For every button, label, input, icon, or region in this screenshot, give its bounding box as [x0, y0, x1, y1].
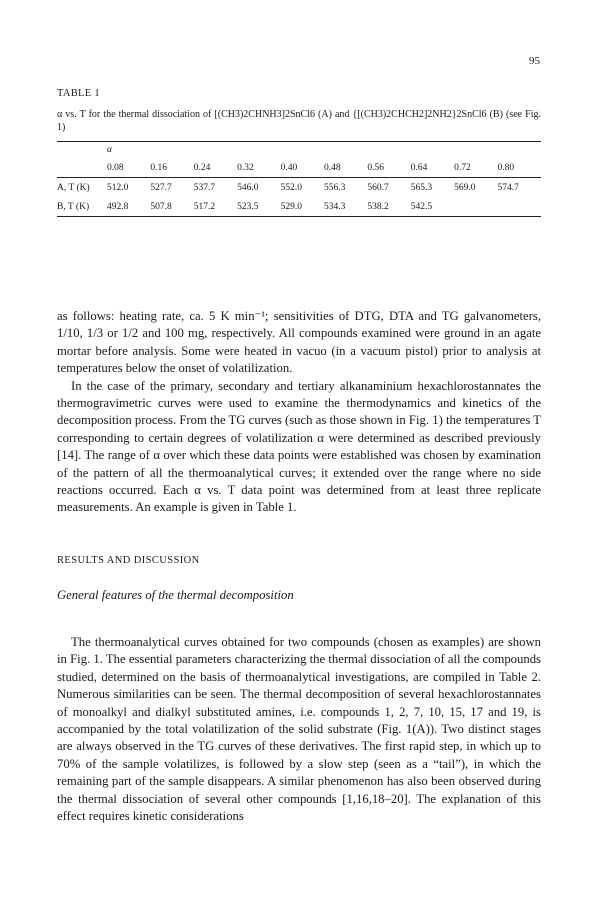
methods-text — [57, 308, 541, 517]
table-cell — [454, 197, 497, 217]
table-cell: 523.5 — [237, 197, 280, 217]
table-cell: 517.2 — [194, 197, 237, 217]
table-caption: α vs. T for the thermal dissociation of [(CH3)2CHNH3]2SnCl6 (A) and {[(CH3)2CHCH2]2NH2}2SnCl6 (B) (see Fig. 1) — [57, 109, 541, 133]
table-cell: 560.7 — [367, 182, 389, 193]
alpha-value: 0.16 — [150, 158, 193, 178]
table-label: TABLE 1 — [57, 88, 100, 99]
alpha-values-row — [57, 158, 541, 178]
alpha-header-row — [57, 142, 541, 159]
table-cell: 546.0 — [237, 182, 259, 193]
table-cell: 565.3 — [410, 182, 433, 193]
alpha-value: 0.72 — [454, 158, 497, 178]
results-text — [57, 634, 541, 825]
alpha-value: 0.64 — [411, 158, 454, 178]
page-number: 95 — [529, 55, 540, 67]
table-row — [57, 178, 541, 198]
table-cell: 538.2 — [367, 197, 410, 217]
alpha-value: 0.32 — [237, 158, 280, 178]
paragraph: as follows: heating rate, ca. 5 K min⁻¹; sensitivities of DTG, DTA and TG galvanometers, 1/10, 1/3 or 1/2 and 100 mg, respectively. All compounds examined were ground in an agate mortar before analysis. Some were heated in vacuo (in a vacuum pistol) prior to analysis at temperatures below the onset of volatilization. — [57, 309, 541, 376]
table-cell: 534.3 — [324, 197, 367, 217]
table-cell — [498, 197, 541, 217]
alpha-value: 0.56 — [367, 158, 410, 178]
alpha-value: 0.24 — [194, 158, 237, 178]
table-cell: 556.3 — [323, 182, 346, 193]
table-cell: 574.7 — [497, 182, 519, 193]
row-label: B, T (K) — [57, 197, 107, 217]
row-label: A, T (K) — [57, 182, 90, 193]
section-heading: RESULTS AND DISCUSSION — [57, 555, 200, 566]
table-cell: 537.7 — [193, 182, 216, 193]
alpha-value: 0.08 — [107, 158, 150, 178]
table-cell: 542.5 — [411, 197, 454, 217]
subsection-heading: General features of the thermal decomposition — [57, 588, 294, 602]
table-1 — [57, 88, 541, 217]
table-cell: 512.0 — [107, 182, 129, 193]
table-cell: 529.0 — [281, 197, 324, 217]
table-cell: 527.7 — [150, 182, 172, 193]
paragraph: In the case of the primary, secondary and tertiary alkanaminium hexachlorostannates the thermogravimetric curves were used to examine the thermodynamics and kinetics of the decomposition process. From the TG curves (such as those shown in Fig. 1) the temperatures T corresponding to certain degrees of volatilization α were determined as described previously [14]. The range of α over which these data points were established was chosen by examination of the pattern of all the thermoanalytical curves; it extended over the range where no side reactions occurred. Each α vs. T data point was determined from at least three replicate measurements. An example is given in Table 1. — [57, 378, 541, 515]
alpha-value: 0.80 — [498, 158, 541, 178]
paragraph: The thermoanalytical curves obtained for two compounds (chosen as examples) are shown in Fig. 1. The essential parameters characterizing the thermal dissociation of all the compounds studied, determined on the basis of thermoanalytical investigations, are compiled in Table 2. Numerous similarities can be seen. The thermal decomposition of several hexachlorostannates of monoalkyl and dialkyl substituted amines, i.e. compounds 1, 2, 7, 10, 15, 17 and 19, is accompanied by the total volatilization of the solid substrate (Fig. 1(A)). Two distinct stages are always observed in the TG curves of these derivatives. The first rapid step, in which up to 70% of the sample volatilizes, is followed by a slow step (seen as a “tail”), in which the remaining part of the sample disappears. A similar phenomenon has also been observed during the thermal dissociation of several other compounds [1,16,18–20]. The explanation of this effect requires kinetic considerations — [57, 635, 541, 824]
alpha-header: α — [107, 142, 541, 159]
data-table — [57, 141, 541, 217]
table-cell: 552.0 — [280, 182, 302, 193]
table-cell: 507.8 — [150, 197, 193, 217]
table-cell: 569.0 — [454, 182, 476, 193]
table-row — [57, 197, 541, 217]
table-cell: 492.8 — [107, 197, 150, 217]
alpha-value: 0.40 — [281, 158, 324, 178]
alpha-value: 0.48 — [324, 158, 367, 178]
